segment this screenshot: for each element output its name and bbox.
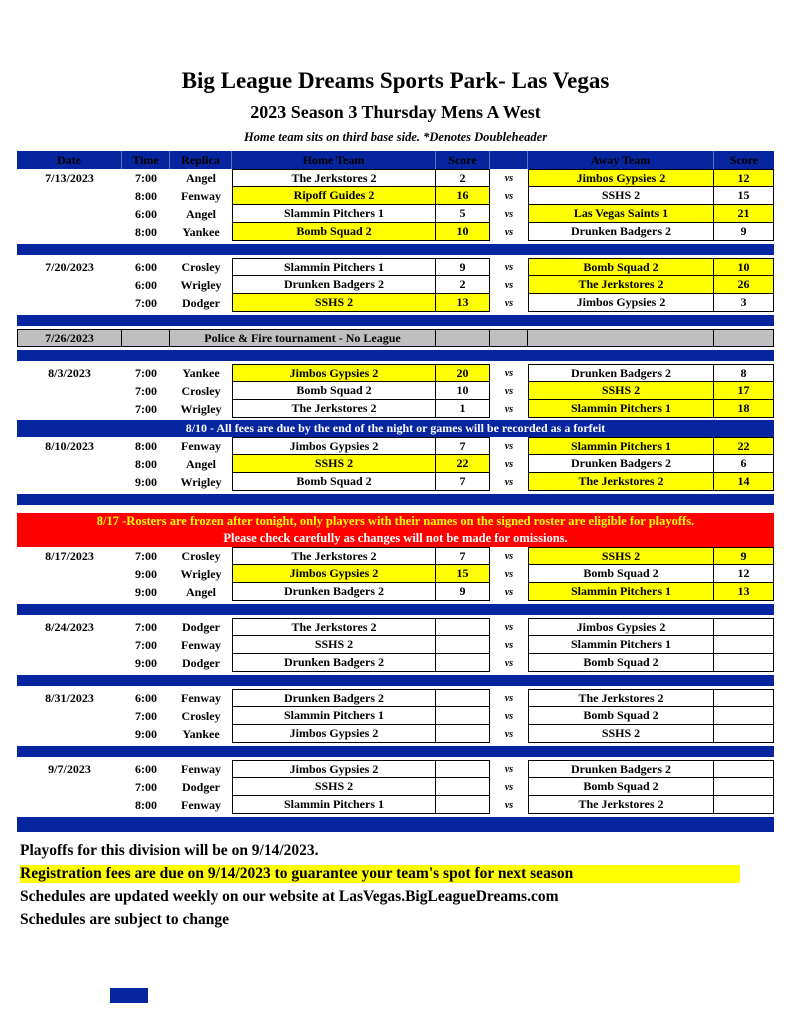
header-away-score: Score	[729, 152, 759, 167]
home-score-cell: 10	[436, 382, 490, 400]
time-cell: 6:00	[135, 690, 157, 705]
game-row	[17, 565, 774, 583]
home-score-cell: 15	[436, 565, 490, 583]
away-score-cell	[714, 796, 774, 814]
away-team-cell: SSHS 2	[528, 382, 714, 400]
away-score-cell: 9	[714, 547, 774, 565]
away-team-cell: Jimbos Gypsies 2	[528, 294, 714, 312]
away-team-cell: Drunken Badgers 2	[528, 760, 714, 778]
game-row	[17, 689, 774, 707]
blue-spacer-bar	[17, 746, 774, 757]
home-score-cell	[436, 796, 490, 814]
replica-cell: Angel	[186, 456, 216, 471]
date-cell	[17, 654, 122, 672]
game-row	[17, 760, 774, 778]
game-row	[17, 654, 774, 672]
away-team-cell: The Jerkstores 2	[528, 473, 714, 491]
stray-blue-cell	[110, 988, 148, 1003]
replica-cell: Dodger	[182, 655, 220, 670]
time-cell: 7:00	[135, 619, 157, 634]
home-team-cell: Slammin Pitchers 1	[232, 258, 436, 276]
vs-label: vs	[504, 440, 514, 452]
away-team-cell: SSHS 2	[528, 547, 714, 565]
game-row	[17, 400, 774, 418]
date-cell	[17, 473, 122, 491]
date-cell	[17, 725, 122, 743]
date-cell	[17, 276, 122, 294]
date-cell	[17, 707, 122, 725]
date-cell	[17, 796, 122, 814]
vs-label: vs	[504, 190, 514, 202]
date-cell: 8/31/2023	[45, 690, 94, 705]
away-team-cell: Las Vegas Saints 1	[528, 205, 714, 223]
away-score-cell	[714, 618, 774, 636]
footer-line: Registration fees are due on 9/14/2023 to guarantee your team's spot for next season	[20, 865, 740, 883]
home-score-cell: 7	[436, 473, 490, 491]
page-title: Big League Dreams Sports Park- Las Vegas	[181, 68, 610, 93]
time-cell: 9:00	[135, 474, 157, 489]
home-team-cell: Bomb Squad 2	[232, 382, 436, 400]
away-score-cell	[714, 636, 774, 654]
time-cell: 9:00	[135, 566, 157, 581]
replica-cell: Wrigley	[180, 566, 222, 581]
home-team-cell: SSHS 2	[232, 778, 436, 796]
game-row	[17, 437, 774, 455]
time-cell: 7:00	[135, 401, 157, 416]
vs-label: vs	[504, 297, 514, 309]
vs-label: vs	[504, 799, 514, 811]
home-score-cell: 13	[436, 294, 490, 312]
home-team-cell: Ripoff Guides 2	[232, 187, 436, 205]
blue-spacer-bar	[17, 604, 774, 615]
away-team-cell: Drunken Badgers 2	[528, 364, 714, 382]
away-score-cell	[714, 778, 774, 796]
away-team-cell: Bomb Squad 2	[528, 778, 714, 796]
time-cell: 9:00	[135, 584, 157, 599]
date-cell	[17, 455, 122, 473]
home-team-cell: Jimbos Gypsies 2	[232, 760, 436, 778]
home-team-cell: SSHS 2	[232, 294, 436, 312]
vs-label: vs	[504, 639, 514, 651]
blue-spacer-bar	[17, 817, 774, 832]
game-row	[17, 583, 774, 601]
date-cell	[17, 187, 122, 205]
vs-label: vs	[504, 763, 514, 775]
replica-cell: Fenway	[181, 438, 221, 453]
away-team-cell: Jimbos Gypsies 2	[528, 169, 714, 187]
home-score-cell: 2	[436, 169, 490, 187]
home-score-cell	[436, 778, 490, 796]
game-row	[17, 187, 774, 205]
home-team-note: Home team sits on third base side. *Denotes Doubleheader	[243, 130, 548, 144]
time-cell: 6:00	[135, 206, 157, 221]
date-cell	[17, 565, 122, 583]
away-team-cell: Bomb Squad 2	[528, 565, 714, 583]
time-cell: 7:00	[135, 548, 157, 563]
time-cell: 9:00	[135, 655, 157, 670]
away-team-cell: Bomb Squad 2	[528, 654, 714, 672]
away-score-cell: 21	[714, 205, 774, 223]
home-score-cell: 7	[436, 547, 490, 565]
time-cell: 8:00	[135, 224, 157, 239]
away-score-cell	[714, 689, 774, 707]
vs-label: vs	[504, 692, 514, 704]
away-team-cell: Bomb Squad 2	[528, 707, 714, 725]
home-team-cell: Drunken Badgers 2	[232, 583, 436, 601]
vs-label: vs	[504, 208, 514, 220]
away-score-cell: 22	[714, 437, 774, 455]
home-score-cell	[436, 618, 490, 636]
time-cell: 6:00	[135, 761, 157, 776]
away-score-cell: 9	[714, 223, 774, 241]
empty-cell	[490, 330, 528, 346]
time-cell: 7:00	[135, 637, 157, 652]
header-away-team: Away Team	[528, 151, 714, 169]
vs-label: vs	[504, 657, 514, 669]
replica-cell: Wrigley	[180, 277, 222, 292]
vs-label: vs	[504, 586, 514, 598]
away-score-cell	[714, 725, 774, 743]
date-cell	[17, 636, 122, 654]
home-team-cell: Bomb Squad 2	[232, 473, 436, 491]
vs-label: vs	[504, 367, 514, 379]
blue-spacer-bar	[17, 315, 774, 326]
home-score-cell	[436, 707, 490, 725]
replica-cell: Crosley	[181, 383, 221, 398]
home-team-cell: The Jerkstores 2	[232, 169, 436, 187]
empty-cell	[436, 330, 490, 346]
roster-freeze-notice	[17, 513, 774, 547]
away-score-cell: 13	[714, 583, 774, 601]
footer-notes	[20, 842, 791, 929]
replica-cell: Fenway	[181, 188, 221, 203]
header-vs-gap	[490, 151, 528, 169]
away-score-cell: 17	[714, 382, 774, 400]
header-home-team: Home Team	[232, 151, 436, 169]
replica-cell: Crosley	[181, 708, 221, 723]
empty-cell	[528, 330, 714, 346]
away-team-cell: Drunken Badgers 2	[528, 455, 714, 473]
home-score-cell: 9	[436, 258, 490, 276]
vs-label: vs	[504, 279, 514, 291]
game-row	[17, 276, 774, 294]
vs-label: vs	[504, 781, 514, 793]
blue-spacer-bar	[17, 494, 774, 505]
home-score-cell: 9	[436, 583, 490, 601]
date-cell: 8/24/2023	[45, 619, 94, 634]
game-row	[17, 636, 774, 654]
home-score-cell	[436, 636, 490, 654]
roster-freeze-line-1: 8/17 -Rosters are frozen after tonight, only players with their names on the signed roster are eligible for playoffs.	[96, 514, 695, 528]
home-team-cell: Jimbos Gypsies 2	[232, 725, 436, 743]
home-score-cell: 16	[436, 187, 490, 205]
away-team-cell: Slammin Pitchers 1	[528, 400, 714, 418]
time-cell: 7:00	[135, 365, 157, 380]
date-cell	[17, 778, 122, 796]
date-cell	[17, 223, 122, 241]
tournament-text: Police & Fire tournament - No League	[170, 330, 436, 346]
game-row	[17, 473, 774, 491]
empty-cell	[714, 330, 773, 346]
replica-cell: Yankee	[182, 726, 220, 741]
away-team-cell: Bomb Squad 2	[528, 258, 714, 276]
replica-cell: Fenway	[181, 797, 221, 812]
game-row	[17, 796, 774, 814]
tournament-row	[17, 329, 774, 347]
vs-label: vs	[504, 385, 514, 397]
time-cell: 7:00	[135, 170, 157, 185]
date-cell	[17, 583, 122, 601]
home-score-cell	[436, 654, 490, 672]
away-team-cell: The Jerkstores 2	[528, 276, 714, 294]
date-cell: 7/20/2023	[45, 259, 94, 274]
away-score-cell: 14	[714, 473, 774, 491]
blue-spacer-bar	[17, 244, 774, 255]
home-team-cell: Drunken Badgers 2	[232, 654, 436, 672]
away-team-cell: Drunken Badgers 2	[528, 223, 714, 241]
home-team-cell: Slammin Pitchers 1	[232, 707, 436, 725]
home-team-cell: Jimbos Gypsies 2	[232, 364, 436, 382]
table-body	[17, 169, 774, 832]
home-score-cell: 10	[436, 223, 490, 241]
home-team-cell: Bomb Squad 2	[232, 223, 436, 241]
replica-cell: Wrigley	[180, 401, 222, 416]
game-row	[17, 618, 774, 636]
away-score-cell: 15	[714, 187, 774, 205]
footer-line: Playoffs for this division will be on 9/14/2023.	[20, 842, 319, 859]
time-cell: 9:00	[135, 726, 157, 741]
time-cell: 8:00	[135, 188, 157, 203]
date-cell: 7/13/2023	[45, 170, 94, 185]
away-score-cell: 3	[714, 294, 774, 312]
home-score-cell	[436, 760, 490, 778]
replica-cell: Fenway	[181, 637, 221, 652]
date-cell: 8/10/2023	[45, 438, 94, 453]
game-row	[17, 725, 774, 743]
footer-line: Schedules are updated weekly on our website at LasVegas.BigLeagueDreams.com	[20, 888, 559, 905]
away-team-cell: The Jerkstores 2	[528, 796, 714, 814]
replica-cell: Angel	[186, 170, 216, 185]
time-cell: 8:00	[135, 797, 157, 812]
date-cell	[17, 400, 122, 418]
away-team-cell: Slammin Pitchers 1	[528, 636, 714, 654]
date-cell: 8/17/2023	[45, 548, 94, 563]
home-team-cell: Slammin Pitchers 1	[232, 205, 436, 223]
replica-cell: Angel	[186, 584, 216, 599]
date-cell: 9/7/2023	[48, 761, 91, 776]
fees-due-notice: 8/10 - All fees are due by the end of the night or games will be recorded as a forfeit	[17, 420, 774, 437]
replica-cell: Fenway	[181, 690, 221, 705]
away-team-cell: Jimbos Gypsies 2	[528, 618, 714, 636]
home-score-cell: 22	[436, 455, 490, 473]
schedule-table	[17, 151, 774, 832]
time-cell: 7:00	[135, 708, 157, 723]
home-score-cell	[436, 689, 490, 707]
header-date: Date	[17, 151, 122, 169]
home-team-cell: SSHS 2	[232, 636, 436, 654]
time-cell	[122, 330, 170, 346]
home-score-cell: 7	[436, 437, 490, 455]
page-subtitle: 2023 Season 3 Thursday Mens A West	[250, 102, 541, 122]
replica-cell: Yankee	[182, 365, 220, 380]
vs-label: vs	[504, 261, 514, 273]
header-time: Time	[122, 151, 170, 169]
away-team-cell: Slammin Pitchers 1	[528, 583, 714, 601]
time-cell: 8:00	[135, 456, 157, 471]
roster-freeze-line-2: Please check carefully as changes will not be made for omissions.	[223, 531, 568, 545]
vs-label: vs	[504, 226, 514, 238]
date-cell	[17, 382, 122, 400]
away-score-cell: 12	[714, 169, 774, 187]
away-score-cell	[714, 760, 774, 778]
away-score-cell: 12	[714, 565, 774, 583]
vs-label: vs	[504, 476, 514, 488]
blue-spacer-bar	[17, 675, 774, 686]
home-score-cell: 1	[436, 400, 490, 418]
away-score-cell: 10	[714, 258, 774, 276]
game-row	[17, 223, 774, 241]
home-score-cell: 2	[436, 276, 490, 294]
vs-label: vs	[504, 403, 514, 415]
away-score-cell: 8	[714, 364, 774, 382]
home-team-cell: The Jerkstores 2	[232, 618, 436, 636]
vs-label: vs	[504, 458, 514, 470]
replica-cell: Crosley	[181, 548, 221, 563]
replica-cell: Dodger	[182, 295, 220, 310]
away-team-cell: SSHS 2	[528, 725, 714, 743]
vs-label: vs	[504, 550, 514, 562]
time-cell: 6:00	[135, 259, 157, 274]
home-team-cell: SSHS 2	[232, 455, 436, 473]
away-team-cell: Slammin Pitchers 1	[528, 437, 714, 455]
game-row	[17, 547, 774, 565]
home-team-cell: Drunken Badgers 2	[232, 276, 436, 294]
home-team-cell: Jimbos Gypsies 2	[232, 437, 436, 455]
header-home-score: Score	[436, 151, 490, 169]
game-row	[17, 294, 774, 312]
time-cell: 7:00	[135, 383, 157, 398]
replica-cell: Crosley	[181, 259, 221, 274]
game-row	[17, 169, 774, 187]
away-score-cell: 26	[714, 276, 774, 294]
header-replica: Replica	[170, 151, 232, 169]
date-cell	[17, 294, 122, 312]
game-row	[17, 707, 774, 725]
home-score-cell: 20	[436, 364, 490, 382]
replica-cell: Yankee	[182, 224, 220, 239]
game-row	[17, 382, 774, 400]
home-score-cell	[436, 725, 490, 743]
away-team-cell: The Jerkstores 2	[528, 689, 714, 707]
game-row	[17, 778, 774, 796]
home-team-cell: Drunken Badgers 2	[232, 689, 436, 707]
home-score-cell: 5	[436, 205, 490, 223]
time-cell: 8:00	[135, 438, 157, 453]
vs-label: vs	[504, 172, 514, 184]
time-cell: 7:00	[135, 779, 157, 794]
away-score-cell	[714, 707, 774, 725]
replica-cell: Dodger	[182, 779, 220, 794]
date-cell	[17, 205, 122, 223]
away-score-cell: 6	[714, 455, 774, 473]
away-score-cell	[714, 654, 774, 672]
replica-cell: Angel	[186, 206, 216, 221]
game-row	[17, 364, 774, 382]
date-cell: 7/26/2023	[18, 330, 122, 346]
home-team-cell: Slammin Pitchers 1	[232, 796, 436, 814]
replica-cell: Fenway	[181, 761, 221, 776]
date-cell: 8/3/2023	[48, 365, 91, 380]
blue-spacer-bar	[17, 350, 774, 361]
home-team-cell: The Jerkstores 2	[232, 547, 436, 565]
away-team-cell: SSHS 2	[528, 187, 714, 205]
vs-label: vs	[504, 710, 514, 722]
vs-label: vs	[504, 621, 514, 633]
vs-label: vs	[504, 568, 514, 580]
time-cell: 6:00	[135, 277, 157, 292]
table-header-row	[17, 151, 774, 169]
home-team-cell: Jimbos Gypsies 2	[232, 565, 436, 583]
game-row	[17, 455, 774, 473]
footer-line: Schedules are subject to change	[20, 911, 229, 928]
game-row	[17, 205, 774, 223]
time-cell: 7:00	[135, 295, 157, 310]
home-team-cell: The Jerkstores 2	[232, 400, 436, 418]
replica-cell: Dodger	[182, 619, 220, 634]
game-row	[17, 258, 774, 276]
replica-cell: Wrigley	[180, 474, 222, 489]
away-score-cell: 18	[714, 400, 774, 418]
vs-label: vs	[504, 728, 514, 740]
